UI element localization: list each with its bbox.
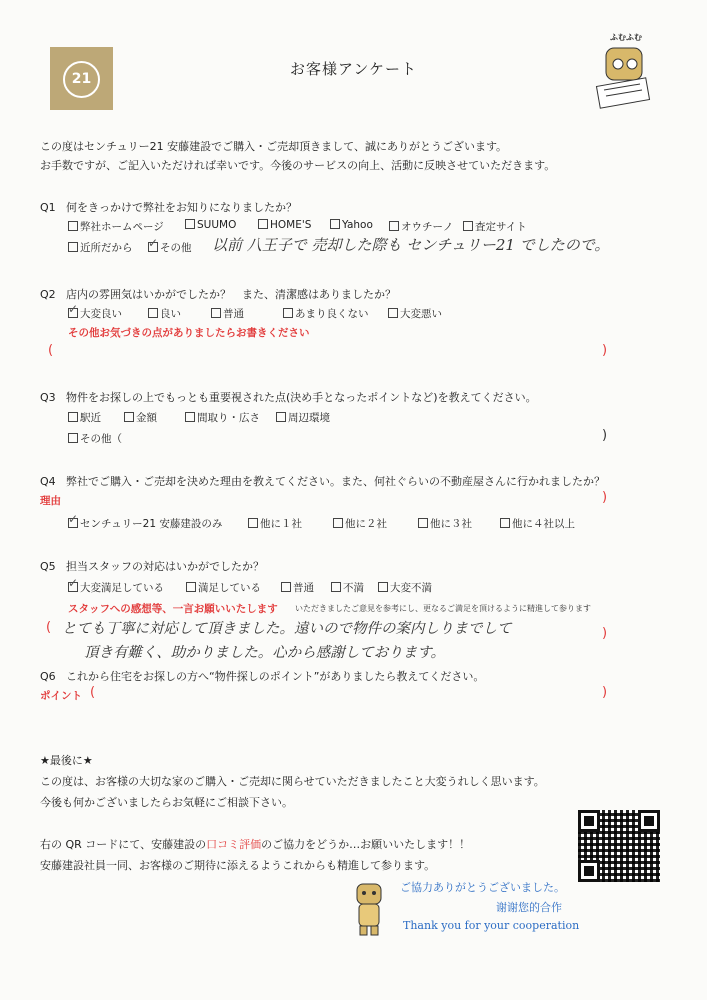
closing-line-2: 今後も何かございましたらお気軽にご相談下さい。 (40, 796, 293, 809)
q2-option-very-good[interactable]: ✓大変良い (68, 306, 122, 321)
q5-option-very-dissatisfied[interactable]: 大変不満 (378, 580, 432, 595)
q5-option-dissatisfied[interactable]: 不満 (331, 580, 364, 595)
logo-mark: 21 (63, 61, 100, 98)
q2-option-good[interactable]: 良い (148, 306, 181, 321)
q5-question: Q5 担当スタッフの対応はいかがでしたか？ (40, 560, 264, 573)
q1-option-homes[interactable]: HOME'S (258, 219, 311, 231)
q4-option-2[interactable]: 他に２社 (333, 516, 387, 531)
closing-qr-line: 右の QR コードにて、安藤建設の口コミ評価のご協力をどうか…お願いいたします！！ (40, 838, 471, 851)
q5-note: スタッフへの感想等、一言お願いいたします (68, 603, 278, 615)
closing-heading: ★最後に★ (40, 754, 93, 767)
q4-reason-label: 理由 (40, 495, 61, 507)
q1-option-other[interactable]: ✓ その他 (148, 240, 192, 255)
q4-paren-close: ) (602, 490, 608, 505)
q6-question: Q6 これから住宅をお探しの方へ“物件探しのポイント”がありましたら教えてください。 (40, 670, 485, 683)
q4-option-only[interactable]: ✓センチュリー21 安藤建設のみ (68, 516, 222, 531)
q5-option-very-satisfied[interactable]: ✓大変満足している (68, 580, 164, 595)
q3-paren-close: ) (602, 428, 608, 443)
q6-point-label: ポイント (40, 690, 82, 702)
q5-note-small: いただきましたご意見を参考にし、更なるご満足を頂けるように精進して参ります (295, 604, 591, 613)
q3-option-station[interactable]: 駅近 (68, 410, 101, 425)
q5-option-satisfied[interactable]: 満足している (186, 580, 261, 595)
q6-paren-close: ) (602, 685, 608, 700)
q2-option-very-bad[interactable]: 大変悪い (388, 306, 442, 321)
mascot-reading-illustration (588, 30, 660, 110)
q3-option-layout[interactable]: 間取り・広さ (185, 410, 260, 425)
q1-question (40, 199, 297, 215)
q2-question: Q2 店内の雰囲気はいかがでしたか？ また、清潔感はありましたか？ (40, 288, 396, 301)
intro-line-2: お手数ですが、ご記入いただければ幸いです。今後のサービスの向上、活動に反映させていただきます。 (40, 159, 556, 172)
page-title: お客様アンケート (289, 60, 418, 78)
q4-option-1[interactable]: 他に１社 (248, 516, 302, 531)
q1-number: Q1 (40, 201, 56, 214)
q4-option-3[interactable]: 他に３社 (418, 516, 472, 531)
mascot-speech: ふむふむ (610, 33, 642, 42)
q1-option-suumo[interactable]: SUUMO (185, 219, 236, 231)
q1-option-satei[interactable]: 査定サイト (463, 219, 527, 234)
q3-question: Q3 物件をお探しの上でもっとも重要視された点(決め手となったポイントなど)を教えてください。 (40, 391, 537, 404)
q2-note: その他お気づきの点がありましたらお書きください (68, 327, 310, 339)
q2-paren-open: ( (48, 343, 54, 358)
q5-paren-open: ( (46, 620, 52, 635)
q5-handwritten-line-1: とても丁寧に対応して頂きました。遠いので物件の案内しりまでして (62, 621, 512, 637)
q1-option-homepage[interactable]: 弊社ホームページ (68, 219, 164, 234)
qr-code[interactable] (578, 810, 660, 882)
closing-line-4: 安藤建設社員一同、お客様のご期待に添えるようこれからも精進して参ります。 (40, 859, 436, 872)
q2-paren-close: ) (602, 343, 608, 358)
q6-paren-open: ( (90, 685, 96, 700)
thanks-chinese: 谢谢您的合作 (496, 901, 562, 914)
q1-text: 何をきっかけで弊社をお知りになりましたか？ (66, 201, 297, 214)
q1-option-ouchino[interactable]: オウチーノ (389, 219, 453, 234)
q2-option-not-good[interactable]: あまり良くない (283, 306, 369, 321)
thanks-japanese: ご協力ありがとうございました。 (400, 881, 565, 894)
thanks-english: Thank you for your cooperation (403, 919, 580, 932)
q4-question: Q4 弊社でご購入・ご売却を決めた理由を教えてください。また、何社ぐらいの不動産屋さんに行かれましたか？ (40, 475, 605, 488)
q5-option-normal[interactable]: 普通 (281, 580, 314, 595)
q2-option-normal[interactable]: 普通 (211, 306, 244, 321)
intro-line-1: この度はセンチュリー21 安藤建設でご購入・ご売却頂きまして、誠にありがとうございます。 (40, 140, 508, 153)
q1-option-yahoo[interactable]: Yahoo (330, 219, 373, 231)
q5-handwritten-line-2: 頂き有難く、助かりました。心から感謝しております。 (84, 645, 446, 661)
mascot-dog-illustration (348, 880, 390, 938)
closing-line-1: この度は、お客様の大切な家のご購入・ご売却に関らせていただきましたこと大変うれしく思います。 (40, 775, 545, 788)
q1-option-kinjo[interactable]: 近所だから (68, 240, 133, 255)
q3-option-price[interactable]: 金額 (124, 410, 157, 425)
q3-option-other[interactable]: その他（ (68, 431, 122, 446)
review-highlight: 口コミ評価 (206, 838, 262, 851)
q1-handwritten-answer: 以前 八王子で 売却した際も センチュリー21 でしたので。 (212, 236, 610, 254)
q5-paren-close: ) (602, 626, 608, 641)
q4-option-4plus[interactable]: 他に４社以上 (500, 516, 575, 531)
q3-option-environment[interactable]: 周辺環境 (276, 410, 330, 425)
